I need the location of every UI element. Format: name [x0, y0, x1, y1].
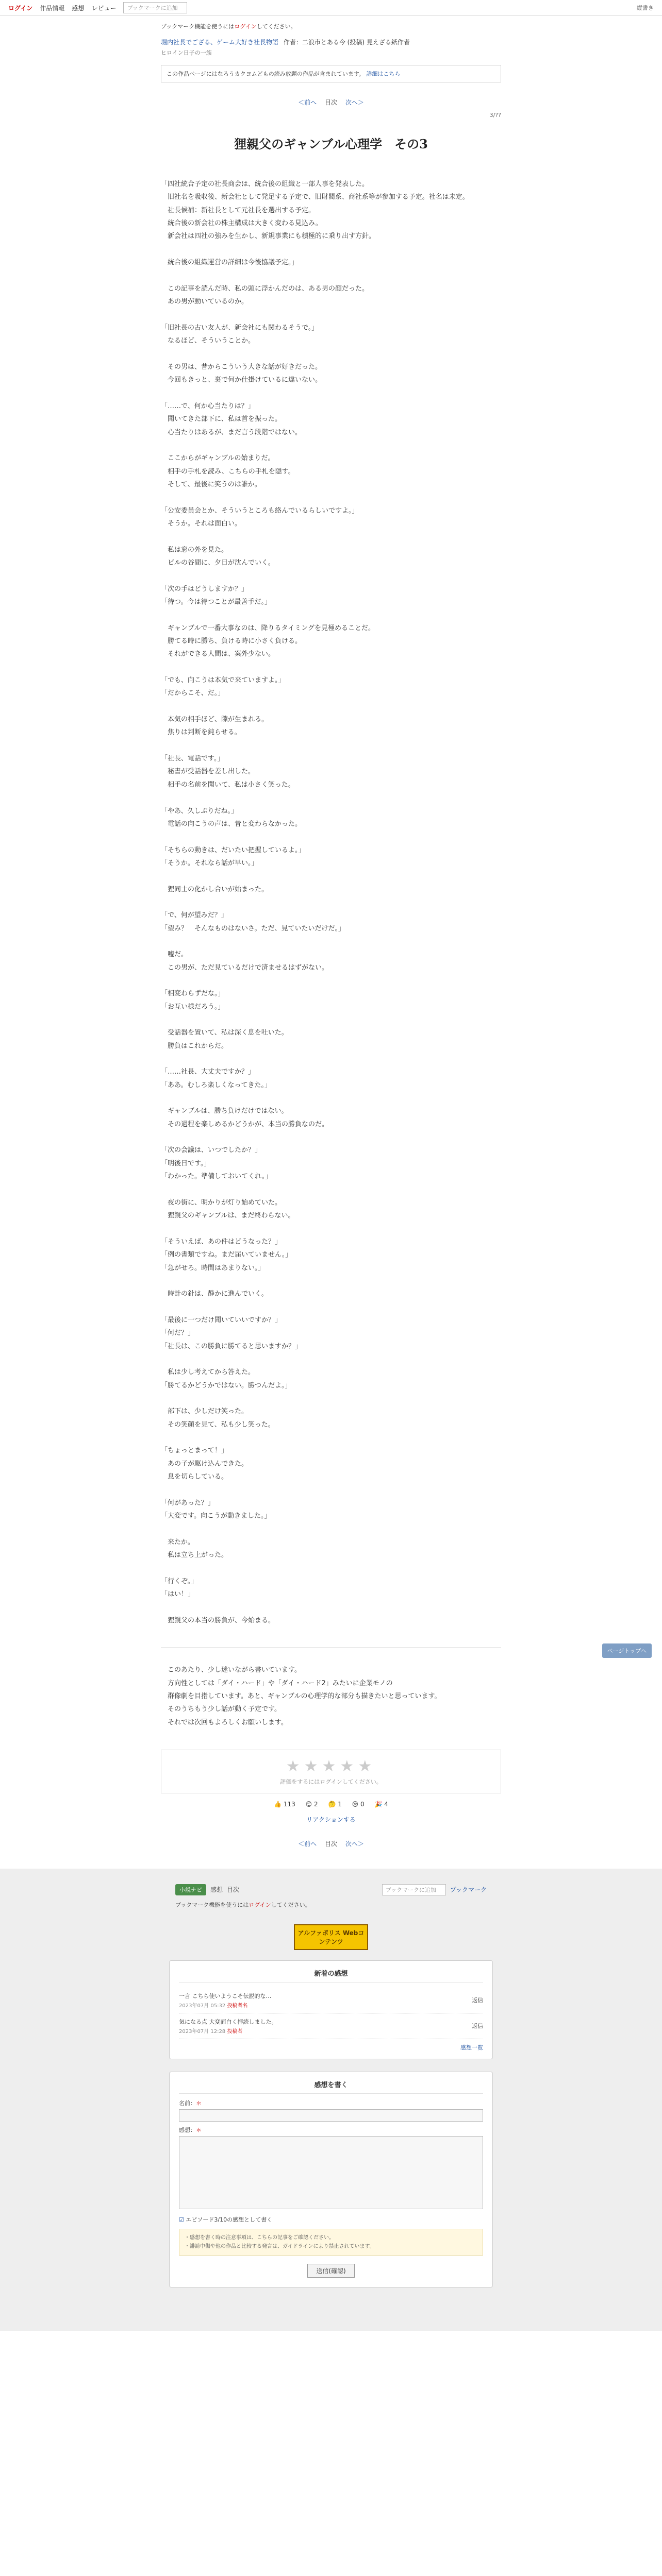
reply-link[interactable]: 返信 — [472, 1997, 483, 2004]
series-title[interactable]: 堀内社長でござる、ゲーム大好き社長物語 作者：二浪市とある今 (投稿) 見えざる紙作者 — [161, 39, 410, 46]
body-paragraph: その男は、昔からこういう大きな話が好きだった。 — [161, 363, 322, 371]
body-paragraph: 狸同士の化かし合いが始まった。 — [161, 885, 269, 893]
banner-link[interactable]: 詳細はこちら — [366, 71, 401, 77]
reaction-item[interactable]: 🎉 4 — [374, 1800, 388, 1808]
write-review-heading: 感想を書く — [179, 2079, 483, 2094]
page-top-button[interactable]: ページトップへ — [602, 1643, 652, 1658]
name-label: 名前：＊ — [179, 2099, 202, 2107]
body-paragraph: 「やあ、久しぶりだね。」 — [161, 807, 238, 815]
body-paragraph — [161, 974, 501, 987]
body-paragraph: 「そういえば、あの件はどうなった？」 — [161, 1238, 282, 1246]
nav-item-info[interactable]: 作品情報 — [40, 4, 65, 12]
author-info[interactable]: 作者：二浪市とある今 (投稿) 見えざる紙作者 — [283, 39, 410, 46]
body-paragraph: 「公安委員会とか、そういうところも絡んでいるらしいですよ。」 — [161, 506, 359, 515]
body-paragraph: 「だからこそ、だ。」 — [161, 689, 225, 698]
body-paragraph — [161, 1183, 501, 1196]
reaction-item[interactable]: 😢 0 — [352, 1800, 365, 1808]
body-paragraph: 部下は、少しだけ笑った。 — [161, 1408, 249, 1416]
body-paragraph: 「……で、何か心当たりは？」 — [161, 402, 255, 410]
body-paragraph — [161, 608, 501, 621]
submit-button[interactable]: 送信(確認) — [307, 2264, 355, 2278]
rating-box — [161, 1750, 501, 1793]
all-reviews-link[interactable]: 感想一覧 — [460, 2044, 483, 2051]
chapter-number: 3/?? — [489, 112, 501, 118]
checkbox-icon[interactable]: ☑ — [179, 2216, 184, 2223]
footer-bookmark-button[interactable]: ブックマーク — [450, 1886, 487, 1894]
novel-navi-badge[interactable]: 小説ナビ — [175, 1884, 206, 1895]
body-paragraph — [161, 1353, 501, 1366]
top-bar — [0, 0, 662, 16]
body-paragraph: 相手の手札を読み、こちらの手札を隠す。 — [161, 467, 295, 476]
body-paragraph — [161, 491, 501, 504]
reaction-button[interactable]: リアクションする — [306, 1816, 356, 1823]
body-paragraph: ビルの谷間に、夕日が沈んでいく。 — [161, 558, 275, 567]
body-paragraph: 新会社は四社の強みを生かし、新規事業にも積極的に乗り出す方針。 — [161, 232, 376, 241]
review-guidelines: ・感想を書く時の注意事項は、こちらの記事をご確認ください。 ・誹謗中傷や他の作品と比較する発言は、ガイドラインにより禁止されています。 — [179, 2229, 483, 2256]
nav-item-impressions[interactable]: 感想 — [72, 4, 85, 12]
afterword-paragraph: 方向性としては「ダイ・ハード」や「ダイ・ハード2」みたいに企業モノの — [161, 1679, 393, 1687]
body-paragraph: 嘘だ。 — [161, 951, 188, 959]
body-paragraph: 統合後の組織運営の詳細は今後協議予定。」 — [161, 259, 299, 267]
body-paragraph — [161, 269, 501, 282]
body-paragraph: 勝てる時に勝ち、負ける時に小さく負ける。 — [161, 637, 302, 646]
body-paragraph: 「何があった？」 — [161, 1499, 214, 1507]
body-paragraph: 狸親父のギャンブルは、まだ終わらない。 — [161, 1212, 295, 1220]
new-reviews-heading: 新着の感想 — [179, 1968, 483, 1982]
body-paragraph: 時計の針は、静かに進んでいく。 — [161, 1290, 268, 1298]
body-paragraph: ここからがギャンブルの始まりだ。 — [161, 454, 275, 463]
body-paragraph: その笑顔を見て、私も少し笑った。 — [161, 1420, 275, 1429]
info-banner: この作品ページにはなろうカクヨムどもの読み放題の作品が含まれています。 詳細はこちら — [161, 65, 501, 82]
rating-stars[interactable]: ★★★★★ — [286, 1757, 376, 1775]
body-paragraph: 「大変です。向こうが動きました。」 — [161, 1512, 271, 1520]
body-paragraph: 「望み？ そんなものはないさ。ただ、見ていたいだけだ。」 — [161, 924, 345, 933]
body-paragraph — [161, 243, 501, 256]
bottom-pager — [161, 1839, 501, 1848]
body-paragraph — [161, 870, 501, 883]
body-paragraph — [161, 896, 501, 909]
chapter-title: 狸親父のギャンブル心理学 その3 — [234, 137, 428, 151]
body-paragraph: 「旧社長の古い友人が、新会社にも関わるそうで。」 — [161, 324, 319, 332]
episode-checkbox[interactable]: ☑ エピソード3/10の感想として書く — [179, 2216, 273, 2223]
footer — [0, 1869, 662, 2331]
body-paragraph — [161, 1013, 501, 1026]
body-paragraph: 私は立ち上がった。 — [161, 1551, 228, 1560]
body-paragraph — [161, 530, 501, 543]
body-paragraph: 勝負はこれからだ。 — [161, 1042, 228, 1050]
body-paragraph: 「次の会議は、いつでしたか？」 — [161, 1146, 262, 1155]
body-paragraph — [161, 439, 501, 452]
footer-index-link[interactable]: 目次 — [227, 1886, 240, 1894]
body-paragraph: 「最後に一つだけ聞いていいですか？」 — [161, 1316, 282, 1324]
footer-toolbar — [0, 1884, 662, 1895]
body-paragraph: 来たか。 — [161, 1538, 195, 1546]
body-paragraph: それができる人間は、案外少ない。 — [161, 650, 275, 658]
body-paragraph: 私は窓の外を見た。 — [161, 546, 228, 554]
name-field[interactable] — [179, 2109, 483, 2122]
body-paragraph: 「勝てるかどうかではない。勝つんだよ。」 — [161, 1381, 292, 1389]
next-link[interactable]: 次へ＞ — [345, 1840, 364, 1848]
body-paragraph — [161, 347, 501, 360]
body-paragraph: そうか。それは面白い。 — [161, 519, 242, 528]
body-paragraph — [161, 831, 501, 843]
body-paragraph — [161, 791, 501, 804]
index-link[interactable]: 目次 — [324, 99, 337, 106]
body-paragraph: 「何だ？」 — [161, 1329, 195, 1337]
main-content — [161, 22, 501, 1848]
body-paragraph: 本気の相手ほど、隙が生まれる。 — [161, 716, 269, 724]
afterword-paragraph: 群像劇を目指しています。あと、ギャンブルの心理学的な部分も描きたいと思っています。 — [161, 1692, 441, 1700]
body-paragraph — [161, 1092, 501, 1105]
afterword-paragraph: そのうちもう少し話が動く予定です。 — [161, 1705, 281, 1714]
body-paragraph — [161, 308, 501, 321]
body-paragraph — [161, 1275, 501, 1287]
body-paragraph: 「社長は、この勝負に勝てると思いますか？」 — [161, 1342, 302, 1350]
afterword-paragraph: このあたり、少し迷いながら書いています。 — [161, 1666, 301, 1674]
reaction-item[interactable]: 🤔 1 — [328, 1800, 342, 1808]
prev-link[interactable]: ＜前へ — [298, 99, 317, 106]
reaction-item[interactable]: 😊 2 — [305, 1800, 318, 1808]
body-paragraph: 電話の向こうの声は、昔と変わらなかった。 — [161, 820, 302, 828]
body-paragraph: この男が、ただ見ているだけで済ませるはずがない。 — [161, 963, 329, 972]
body-paragraph — [161, 1131, 501, 1144]
body-paragraph: ギャンブルで一番大事なのは、降りるタイミングを見極めることだ。 — [161, 624, 375, 632]
body-paragraph: 「四社統合予定の社長商会は、統合後の組織と一部人事を発表した。 — [161, 180, 369, 188]
body-paragraph: 秘書が受話器を差し出した。 — [161, 768, 255, 776]
next-link[interactable]: 次へ＞ — [345, 99, 364, 106]
nav-item-review[interactable]: レビュー — [91, 4, 117, 12]
review-textarea[interactable] — [179, 2136, 483, 2209]
body-paragraph: その過程を楽しめるかどうかが、本当の勝負なのだ。 — [161, 1120, 329, 1128]
body-paragraph: 「わかった。準備しておいてくれ。」 — [161, 1173, 272, 1181]
rating-note: 評価をするにはログインしてください。 — [280, 1778, 382, 1785]
body-paragraph: 「待つ。今は待つことが最善手だ。」 — [161, 598, 271, 606]
body-paragraph: 「はい！」 — [161, 1590, 195, 1599]
bookmark-add-button[interactable]: ブックマークに追加 — [123, 2, 187, 13]
body-paragraph: 「ああ。むしろ楽しくなってきた。」 — [161, 1081, 271, 1089]
login-link[interactable]: ログイン — [8, 4, 33, 12]
body-paragraph: 焦りは判断を鈍らせる。 — [161, 728, 241, 737]
body-paragraph: あの男が動いているのか。 — [161, 298, 249, 306]
afterword — [161, 1664, 501, 1729]
body-paragraph — [161, 700, 501, 713]
body-paragraph — [161, 1601, 501, 1614]
body-paragraph: この記事を読んだ時、私の頭に浮かんだのは、ある男の顔だった。 — [161, 284, 369, 293]
body-paragraph: 「明後日です。」 — [161, 1159, 211, 1167]
series-subtitle: ヒロイン日子の一族 — [161, 49, 212, 56]
new-reviews-panel — [169, 1960, 493, 2059]
body-paragraph: 受話器を置いて、私は深く息を吐いた。 — [161, 1029, 288, 1037]
body-paragraph — [161, 1392, 501, 1405]
body-paragraph: 「……社長、大丈夫ですか？」 — [161, 1068, 255, 1076]
body-paragraph: 「社長、電話です。」 — [161, 755, 224, 763]
body-paragraph: 「行くぞ。」 — [161, 1577, 198, 1585]
body-paragraph — [161, 1053, 501, 1065]
body-paragraph: 「例の書類ですね。まだ届いていません。」 — [161, 1251, 292, 1259]
site-logo[interactable]: アルファポリス Webコンテンツ — [294, 1924, 368, 1950]
chapter-body — [161, 178, 501, 1627]
body-paragraph: 息を切らしている。 — [161, 1473, 228, 1481]
review-item[interactable]: 気になる点 大変面白く拝読しました。 2023年07月 12:28 投稿者 返信 — [179, 2013, 483, 2039]
write-review-panel — [169, 2072, 493, 2287]
review-item[interactable]: 一言 こちら使いようこそ伝説的な… 2023年07月 05:32 投稿者名 返信 — [179, 1988, 483, 2013]
body-paragraph: 心当たりはあるが、まだ言う段階ではない。 — [161, 428, 302, 436]
review-label: 感想：＊ — [179, 2126, 202, 2133]
body-paragraph: なるほど、そういうことか。 — [161, 337, 255, 345]
body-paragraph: 「急がせろ。時間はあまりない。」 — [161, 1264, 265, 1272]
footer-impressions-link[interactable]: 感想 — [210, 1886, 223, 1894]
body-paragraph — [161, 1223, 501, 1235]
body-paragraph — [161, 1522, 501, 1535]
body-paragraph: 狸親父の本当の勝負が、今始まる。 — [161, 1616, 275, 1624]
body-paragraph: 「ちょっとまって！」 — [161, 1447, 228, 1455]
body-paragraph — [161, 661, 501, 674]
index-link[interactable]: 目次 — [324, 1840, 337, 1848]
body-paragraph: ギャンブルは、勝ち負けだけではない。 — [161, 1107, 288, 1115]
prev-link[interactable]: ＜前へ — [298, 1840, 317, 1848]
body-paragraph: あの子が駆け込んできた。 — [161, 1460, 249, 1468]
body-paragraph: 社長候補：新社長として元社長を選出する予定。 — [161, 206, 316, 214]
login-notice: ブックマーク機能を使うにはログインしてください。 — [161, 23, 296, 30]
body-paragraph — [161, 1562, 501, 1574]
reactions-bar — [161, 1801, 501, 1808]
reply-link[interactable]: 返信 — [472, 2023, 483, 2030]
body-paragraph: 私は少し考えてから答えた。 — [161, 1368, 255, 1377]
body-paragraph — [161, 1431, 501, 1444]
body-paragraph: 「そうか。それなら話が早い。」 — [161, 859, 258, 867]
body-paragraph: 「でも、向こうは本気で来ていますよ。」 — [161, 676, 285, 685]
top-pager — [161, 98, 501, 107]
body-paragraph: 統合後の新会社の株主構成は大きく変わる見込み。 — [161, 219, 322, 228]
reaction-item[interactable]: 👍 113 — [274, 1800, 295, 1808]
body-paragraph: 「次の手はどうしますか？」 — [161, 585, 249, 593]
body-paragraph — [161, 739, 501, 752]
footer-bookmark-add[interactable]: ブックマークに追加 — [382, 1884, 446, 1895]
footer-login-link[interactable]: ログイン — [249, 1901, 271, 1908]
body-paragraph: 「相変わらずだな。」 — [161, 990, 225, 998]
body-paragraph: そして、最後に笑うのは誰か。 — [161, 480, 261, 488]
body-paragraph: 相手の名前を聞いて、私は小さく笑った。 — [161, 781, 295, 789]
body-paragraph: 聞いてきた部下に、私は首を振った。 — [161, 415, 282, 423]
vertical-writing-toggle[interactable]: 縦書き — [637, 5, 654, 11]
notice-login-link[interactable]: ログイン — [234, 23, 257, 30]
body-paragraph — [161, 935, 501, 948]
body-paragraph: 「そちらの動きは、だいたい把握しているよ。」 — [161, 846, 305, 854]
body-paragraph: 「で、何が望みだ？」 — [161, 911, 228, 920]
footer-login-notice: ブックマーク機能を使うにはログインしてください。 — [175, 1901, 311, 1908]
body-paragraph: 「お互い様だろう。」 — [161, 1003, 225, 1011]
body-paragraph — [161, 1483, 501, 1496]
body-paragraph — [161, 387, 501, 400]
body-paragraph: 今回もきっと、裏で何か仕掛けているに違いない。 — [161, 376, 322, 384]
body-paragraph — [161, 1301, 501, 1314]
body-paragraph: 夜の街に、明かりが灯り始めていた。 — [161, 1198, 282, 1207]
body-paragraph: 旧社名を吸収後、新会社として発足する予定で、旧財閥系、商社系等が参加する予定。社名は未定。 — [161, 193, 469, 201]
body-paragraph — [161, 569, 501, 582]
afterword-paragraph: それでは次回もよろしくお願いします。 — [161, 1718, 288, 1726]
